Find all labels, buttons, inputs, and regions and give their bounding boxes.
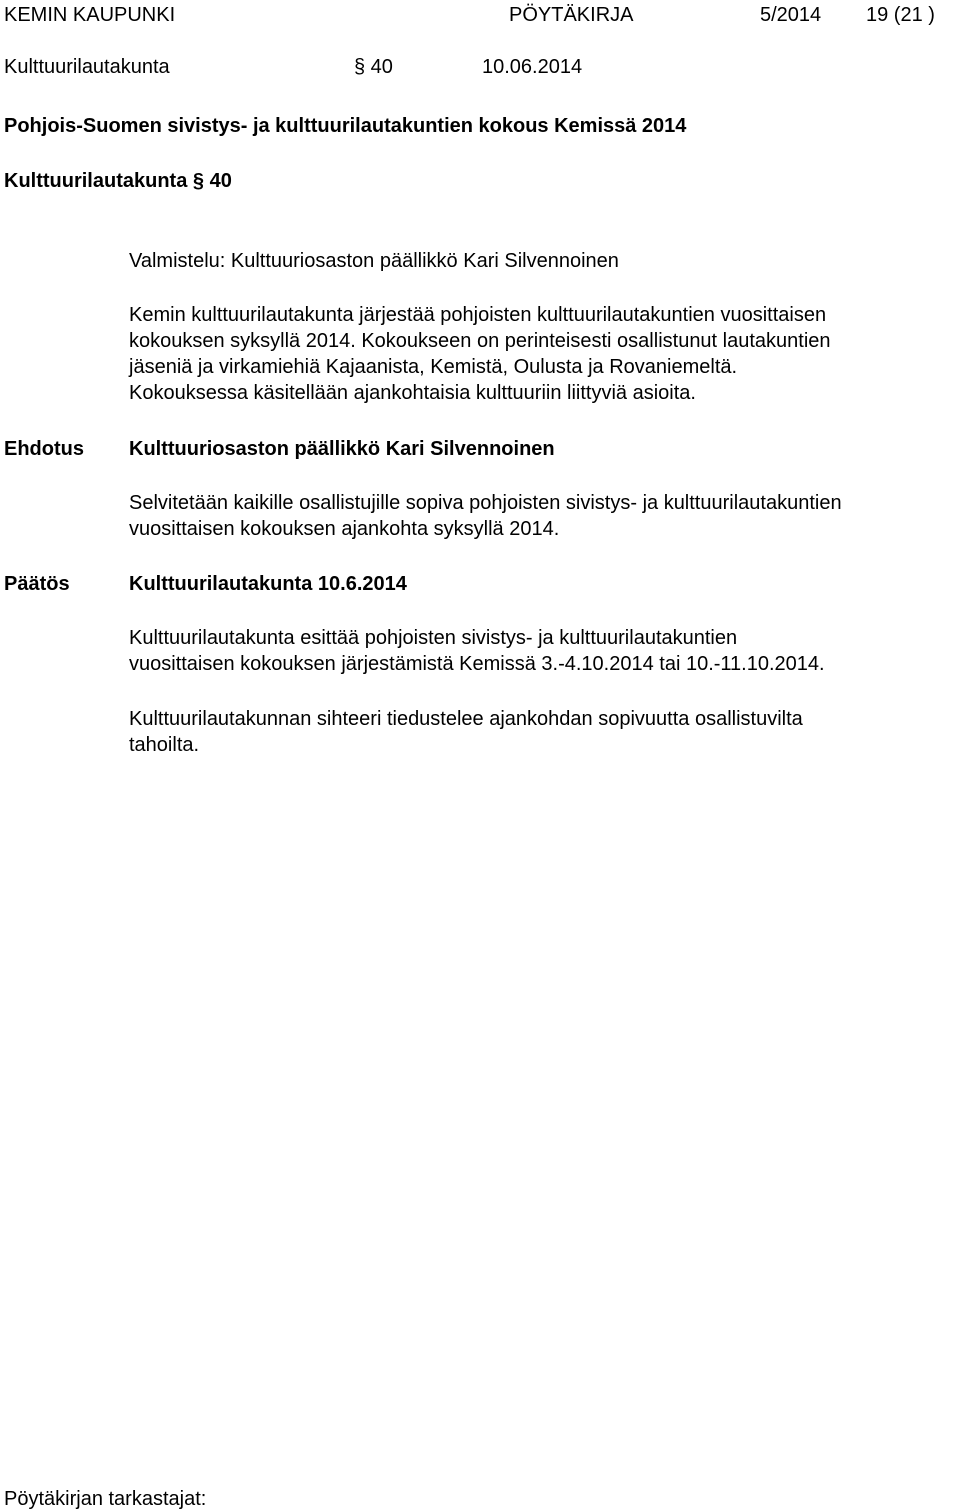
page-number: 19 (21 ) [866, 4, 935, 26]
document-type: PÖYTÄKIRJA [509, 4, 634, 26]
text-line: Kulttuurilautakunnan sihteeri tiedustelee ajankohdan sopivuutta osallistuvilta [129, 708, 803, 730]
text-line: Kokouksessa käsitellään ajankohtaisia kulttuuriin liittyviä asioita. [129, 382, 696, 404]
section-number: § 40 [354, 56, 393, 78]
text-line: Selvitetään kaikille osallistujille sopiva pohjoisten sivistys- ja kulttuurilautakuntien [129, 492, 842, 514]
decision-paragraph-1 [129, 625, 955, 677]
decision-paragraph-2 [129, 706, 955, 758]
section-subtitle: Kulttuurilautakunta § 40 [4, 170, 232, 192]
organization-name: KEMIN KAUPUNKI [4, 4, 176, 26]
text-line: vuosittaisen kokouksen järjestämistä Kemissä 3.-4.10.2014 tai 10.-11.10.2014. [129, 653, 825, 675]
page-title: Pohjois-Suomen sivistys- ja kulttuurilautakuntien kokous Kemissä 2014 [4, 115, 687, 137]
text-line: kokouksen syksyllä 2014. Kokoukseen on perinteisesti osallistunut lautakuntien [129, 330, 831, 352]
reviewers-label: Pöytäkirjan tarkastajat: [4, 1488, 207, 1510]
document-number: 5/2014 [760, 4, 822, 26]
text-line: tahoilta. [129, 734, 200, 756]
decision-heading: Kulttuurilautakunta 10.6.2014 [129, 573, 407, 595]
preparation-line: Valmistelu: Kulttuuriosaston päällikkö Kari Silvennoinen [129, 250, 619, 272]
meeting-date: 10.06.2014 [482, 56, 583, 78]
committee-name: Kulttuurilautakunta [4, 56, 170, 78]
text-line: Kulttuurilautakunta esittää pohjoisten sivistys- ja kulttuurilautakuntien [129, 627, 738, 649]
text-line: Kemin kulttuurilautakunta järjestää pohjoisten kulttuurilautakuntien vuosittaisen [129, 304, 827, 326]
proposal-body [129, 490, 955, 542]
decision-label: Päätös [4, 573, 70, 595]
text-line: vuosittaisen kokouksen ajankohta syksyllä 2014. [129, 518, 560, 540]
preparation-body [129, 302, 955, 406]
text-line: jäseniä ja virkamiehiä Kajaanista, Kemistä, Oulusta ja Rovaniemeltä. [129, 356, 738, 378]
proposal-heading: Kulttuuriosaston päällikkö Kari Silvennoinen [129, 438, 555, 460]
proposal-label: Ehdotus [4, 438, 84, 460]
